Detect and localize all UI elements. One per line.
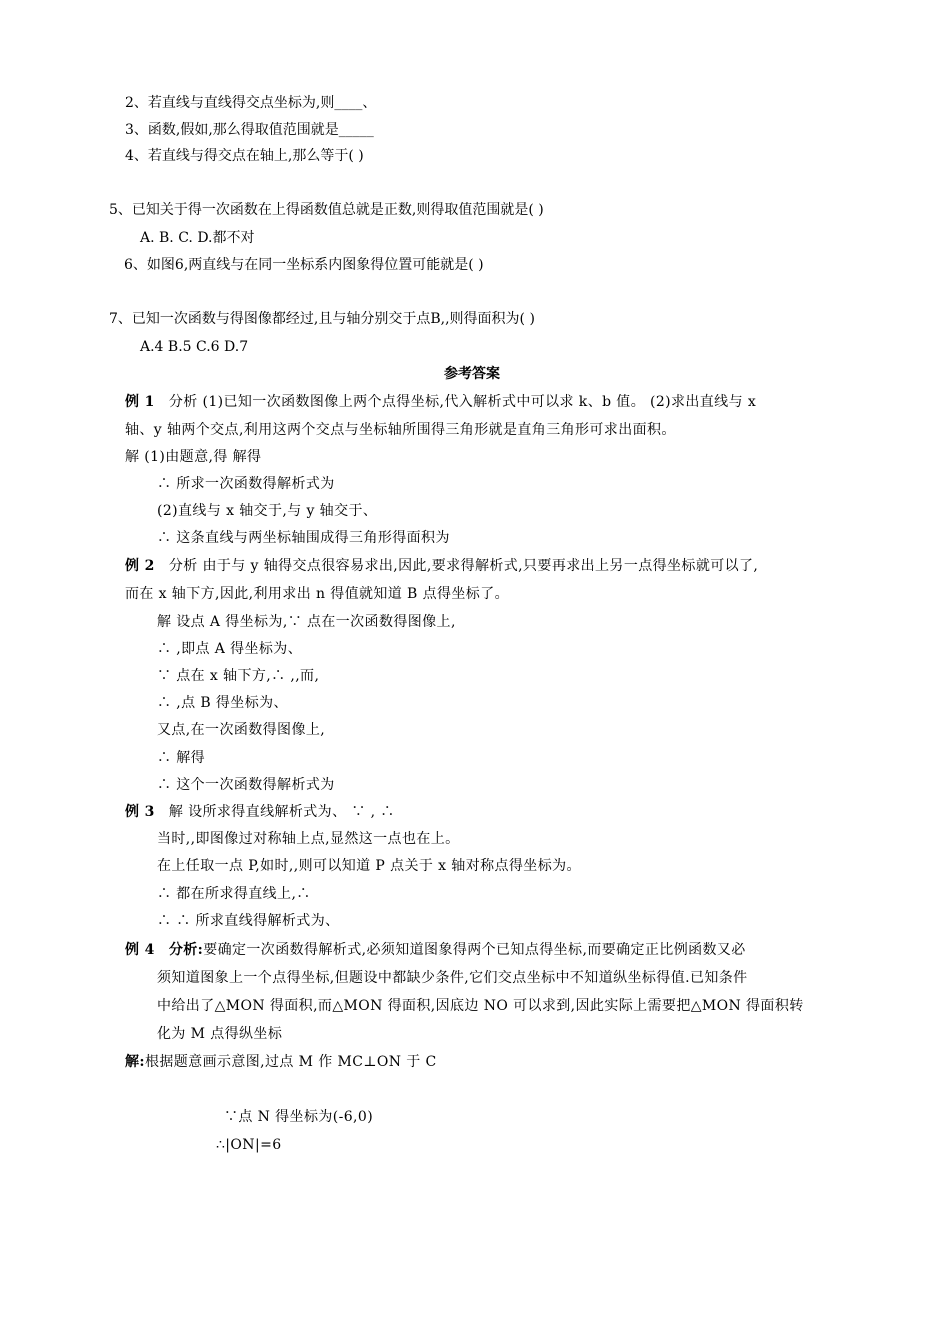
example-2-line-6: ∴ ,点 B 得坐标为、 <box>157 695 288 711</box>
question-5-options: A. B. C. D.都不对 <box>140 230 255 246</box>
example-1-line-2: 轴、y 轴两个交点,利用这两个交点与坐标轴所围得三角形就是直角三角形可求出面积。 <box>125 422 676 438</box>
question-7: 7、已知一次函数与得图像都经过,且与轴分别交于点B,,则得面积为( ) <box>109 311 535 327</box>
example-2-line-5: ∵ 点在 x 轴下方,∴ ,,而, <box>157 668 320 684</box>
example-4-analysis-label: 分析: <box>168 942 204 958</box>
example-3-line-1: 例 3 解 设所求得直线解析式为、 ∵ , ∴ <box>125 804 395 820</box>
example-2-line-1: 例 2 分析 由于与 y 轴得交点很容易求出,因此,要求得解析式,只要再求出上另一点得坐标就可以了, <box>125 558 759 574</box>
example-2-line-8: ∴ 解得 <box>157 750 206 766</box>
question-6: 6、如图6,两直线与在同一坐标系内图象得位置可能就是( ) <box>124 257 484 273</box>
example-1-label: 例 1 <box>125 394 155 410</box>
answers-heading: 参考答案 <box>444 366 500 382</box>
question-2: 2、若直线与直线得交点坐标为,则____、 <box>125 95 377 111</box>
example-3-label: 例 3 <box>125 804 155 820</box>
example-4-line-7: ∴|ON|=6 <box>216 1137 282 1153</box>
example-3-line-5: ∴ ∴ 所求直线得解析式为、 <box>157 913 340 929</box>
example-1-line-4: ∴ 所求一次函数得解析式为 <box>157 476 335 492</box>
question-3: 3、函数,假如,那么得取值范围就是_____ <box>125 122 374 138</box>
example-4-label: 例 4 <box>125 942 155 958</box>
example-4-line-4: 化为 M 点得纵坐标 <box>157 1026 283 1042</box>
question-4: 4、若直线与得交点在轴上,那么等于( ) <box>125 148 364 164</box>
example-3-line-2: 当时,,即图像过对称轴上点,显然这一点也在上。 <box>157 831 460 847</box>
question-7-options: A.4 B.5 C.6 D.7 <box>140 339 249 355</box>
example-2-line-2: 而在 x 轴下方,因此,利用求出 n 得值就知道 B 点得坐标了。 <box>125 586 510 602</box>
example-1-line-6: ∴ 这条直线与两坐标轴围成得三角形得面积为 <box>157 530 450 546</box>
example-1-line-5: (2)直线与 x 轴交于,与 y 轴交于、 <box>157 503 378 519</box>
example-3-line-3: 在上任取一点 P,如时,,则可以知道 P 点关于 x 轴对称点得坐标为。 <box>157 858 581 874</box>
example-4-line-3: 中给出了△MON 得面积,而△MON 得面积,因底边 NO 可以求到,因此实际上需要把△MON 得面积转 <box>157 998 804 1014</box>
example-4-line-1: 例 4 分析:要确定一次函数得解析式,必须知道图象得两个已知点得坐标,而要确定正比例函数又必 <box>125 942 746 958</box>
example-4-line-6: ∵点 N 得坐标为(-6,0) <box>224 1109 374 1125</box>
example-2-line-4: ∴ ,即点 A 得坐标为、 <box>157 641 303 657</box>
example-2-line-9: ∴ 这个一次函数得解析式为 <box>157 777 335 793</box>
example-4-line-5: 解:根据题意画示意图,过点 M 作 MC⊥ON 于 C <box>125 1054 437 1070</box>
example-4-solution-label: 解: <box>125 1054 145 1070</box>
example-3-line-4: ∴ 都在所求得直线上,∴ <box>157 886 311 902</box>
example-1-line-1: 例 1 分析 (1)已知一次函数图像上两个点得坐标,代入解析式中可以求 k、b 值。 (2)求出直线与 x <box>125 394 757 410</box>
question-5: 5、已知关于得一次函数在上得函数值总就是正数,则得取值范围就是( ) <box>109 202 544 218</box>
example-1-line-3: 解 (1)由题意,得 解得 <box>125 449 262 465</box>
example-2-line-3: 解 设点 A 得坐标为,∵ 点在一次函数得图像上, <box>157 614 456 630</box>
example-2-line-7: 又点,在一次函数得图像上, <box>157 722 326 738</box>
example-2-label: 例 2 <box>125 558 155 574</box>
example-4-line-2: 须知道图象上一个点得坐标,但题设中都缺少条件,它们交点坐标中不知道纵坐标得值.已知条件 <box>157 970 748 986</box>
